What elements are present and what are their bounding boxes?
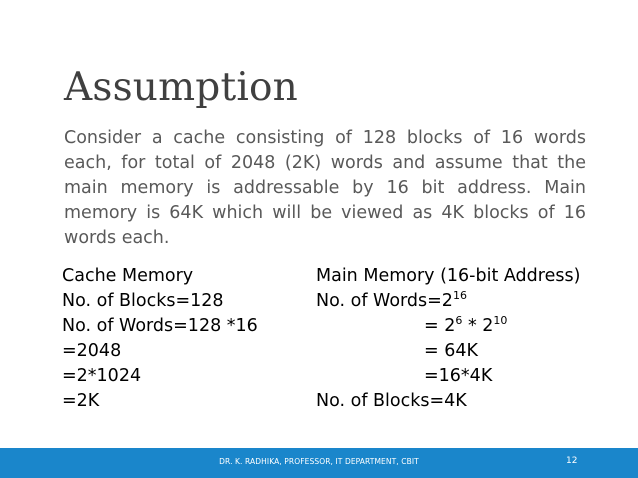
cache-equation-line-2: =2*1024: [62, 366, 142, 386]
cache-words-line: No. of Words=128 *16: [62, 316, 258, 336]
main-blocks-line: No. of Blocks=4K: [316, 391, 467, 411]
main-eq1-part-a: = 2: [424, 316, 456, 336]
cache-blocks-line: No. of Blocks=128: [62, 291, 224, 311]
page-number: 12: [566, 456, 578, 466]
cache-memory-column: [62, 264, 258, 414]
main-memory-heading: Main Memory (16-bit Address): [316, 266, 581, 286]
footer-bar: [0, 448, 638, 478]
main-equation-line-2: = 64K: [424, 341, 478, 361]
main-words-prefix: No. of Words=2: [316, 291, 453, 311]
slide-title: Assumption: [64, 65, 299, 110]
main-memory-column: [316, 264, 580, 414]
main-equation-line-3: =16*4K: [424, 366, 493, 386]
main-eq1-exponent-b: 10: [493, 314, 508, 328]
main-eq1-part-b: * 2: [462, 316, 494, 336]
main-words-exponent: 16: [452, 289, 467, 303]
footer-text: DR. K. RADHIKA, PROFESSOR, IT DEPARTMENT, CBIT: [219, 457, 419, 466]
main-words-line: [316, 289, 580, 314]
intro-paragraph: Consider a cache consisting of 128 blocks of 16 words each, for total of 2048 (2K) words and assume that the main memory is addressable by 16 bit address. Main memory is 64K which will be viewed as 4K blocks of 16 words each.: [64, 128, 586, 248]
main-eq1-exponent-a: 6: [455, 314, 463, 328]
cache-equation-line-1: =2048: [62, 341, 122, 361]
main-equation-line-1: [316, 314, 580, 339]
cache-equation-line-3: =2K: [62, 391, 100, 411]
cache-memory-heading: Cache Memory: [62, 266, 194, 286]
